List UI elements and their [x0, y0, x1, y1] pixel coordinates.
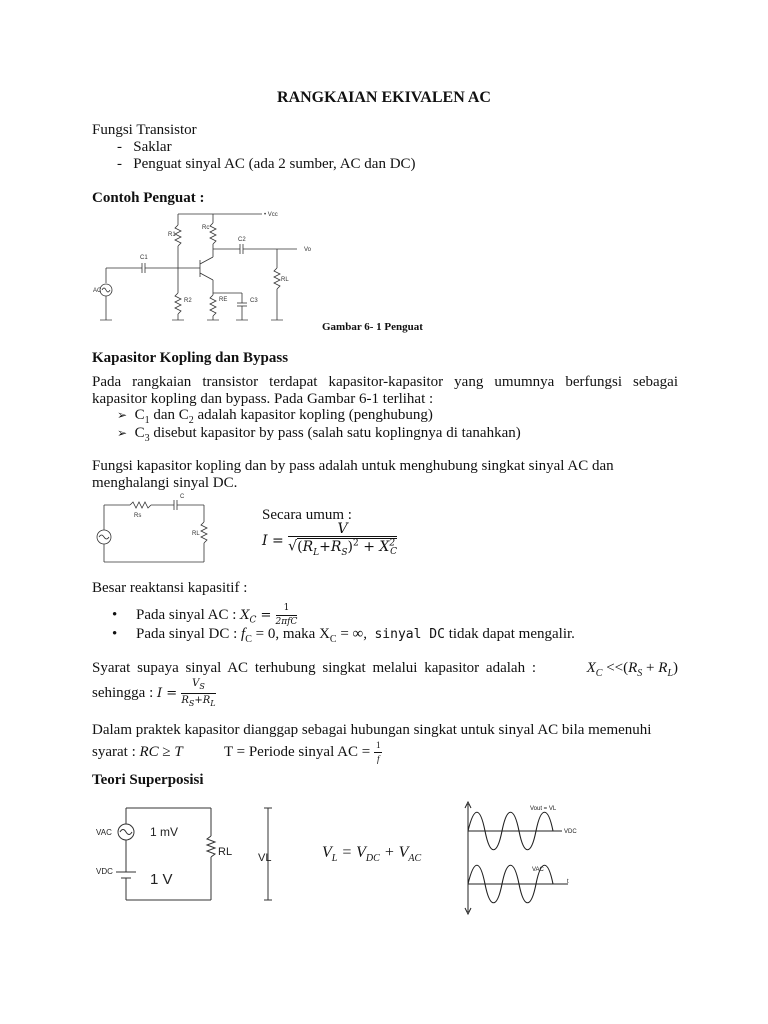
page-title: RANGKAIAN EKIVALEN AC	[277, 89, 491, 106]
c1-label: C1	[140, 255, 148, 261]
intro-item-2: - Penguat sinyal AC (ada 2 sumber, AC dan DC)	[117, 156, 416, 172]
intro-item-1: - Saklar	[117, 139, 172, 155]
kapasitor-heading: Kapasitor Kopling dan Bypass	[92, 350, 289, 366]
contoh-heading: Contoh Penguat :	[92, 190, 205, 206]
c2-label: C2	[238, 237, 246, 243]
waveform-graph	[460, 800, 590, 918]
secara-umum-label: Secara umum :	[262, 507, 352, 523]
syarat-line-1: Syarat supaya sinyal AC terhubung singkat melalui kapasitor adalah : $X_C <<(R_S + R_L)$	[92, 660, 678, 679]
graph-t-label: t	[567, 879, 569, 885]
praktek-line-2: syarat : RC ≥ T T = Periode sinyal AC = $\frac{1}{f}$	[92, 740, 381, 764]
vdc-label: VDC	[96, 867, 113, 876]
rc-series-circuit	[92, 492, 222, 567]
rl-label-2: RL	[192, 531, 200, 537]
intro-heading: Fungsi Transistor	[92, 122, 197, 138]
one-mv-label: 1 mV	[150, 825, 179, 839]
kapasitor-paragraph: Pada rangkaian transistor terdapat kapasitor-kapasitor yang umumnya berfungsi sebagai kapasitor kopling dan bypass. Pada Gambar 6-1 terlihat :	[92, 374, 678, 407]
kapasitor-bullet-2: ➢ $C_3$ disebut kapasitor by pass (salah satu koplingnya di tanahkan)	[117, 425, 521, 444]
reaktansi-ac-line: • Pada sinyal AC : $X_C$ = $\frac{1}{\text{2πfC}}$	[112, 603, 298, 627]
syarat-line-2: sehingga : I = $\frac{V_S}{R_S+R_L}$	[92, 678, 216, 708]
one-v-label: 1 V	[150, 871, 173, 888]
graph-vac-label: VAC	[532, 867, 544, 873]
figure-caption: Gambar 6- 1 Penguat	[322, 321, 423, 333]
superposition-circuit	[92, 800, 292, 920]
vout-label: Vout = VL	[530, 806, 557, 812]
r1-label: R1	[168, 232, 176, 238]
re-label: RE	[219, 297, 228, 303]
c3-label: C3	[250, 298, 258, 304]
rc-label: Rc	[202, 225, 210, 231]
r2-label: R2	[184, 298, 192, 304]
graph-vdc-label: VDC	[564, 829, 577, 835]
vcc-label: • Vcc	[264, 212, 278, 218]
c-label: C	[180, 494, 185, 500]
reaktansi-heading: Besar reaktansi kapasitif :	[92, 580, 248, 596]
vac-label: VAC	[96, 828, 112, 837]
rs-label: Rs	[134, 513, 142, 519]
reaktansi-dc-line: • Pada sinyal DC : $f_C = 0$, maka $X_C$ = ∞, sinyal DC tidak dapat mengalir.	[112, 626, 575, 645]
current-formula: I = $\frac{V}{√(R_L+R_S)^2 + X^2_C}$	[262, 521, 397, 558]
fungsi-paragraph: Fungsi kapasitor kopling dan by pass adalah untuk menghubung singkat sinyal AC dan menghalangi sinyal DC.	[92, 458, 614, 491]
superposisi-heading: Teori Superposisi	[92, 772, 204, 788]
ac-label: AC	[93, 288, 102, 294]
amplifier-circuit-diagram	[92, 205, 322, 330]
praktek-line-1: Dalam praktek kapasitor dianggap sebagai hubungan singkat untuk sinyal AC bila memenuhi	[92, 722, 652, 738]
kapasitor-bullet-1: ➢ $C_1$ dan $C_2$ adalah kapasitor kopling (penghubung)	[117, 407, 433, 426]
rl-label: RL	[281, 277, 289, 283]
rl-label-3: RL	[218, 846, 233, 858]
vl-label: VL	[258, 852, 272, 864]
vo-label: Vo	[304, 247, 312, 253]
superposition-formula: $V_L = V_{DC} + V_{AC}$	[322, 844, 422, 865]
